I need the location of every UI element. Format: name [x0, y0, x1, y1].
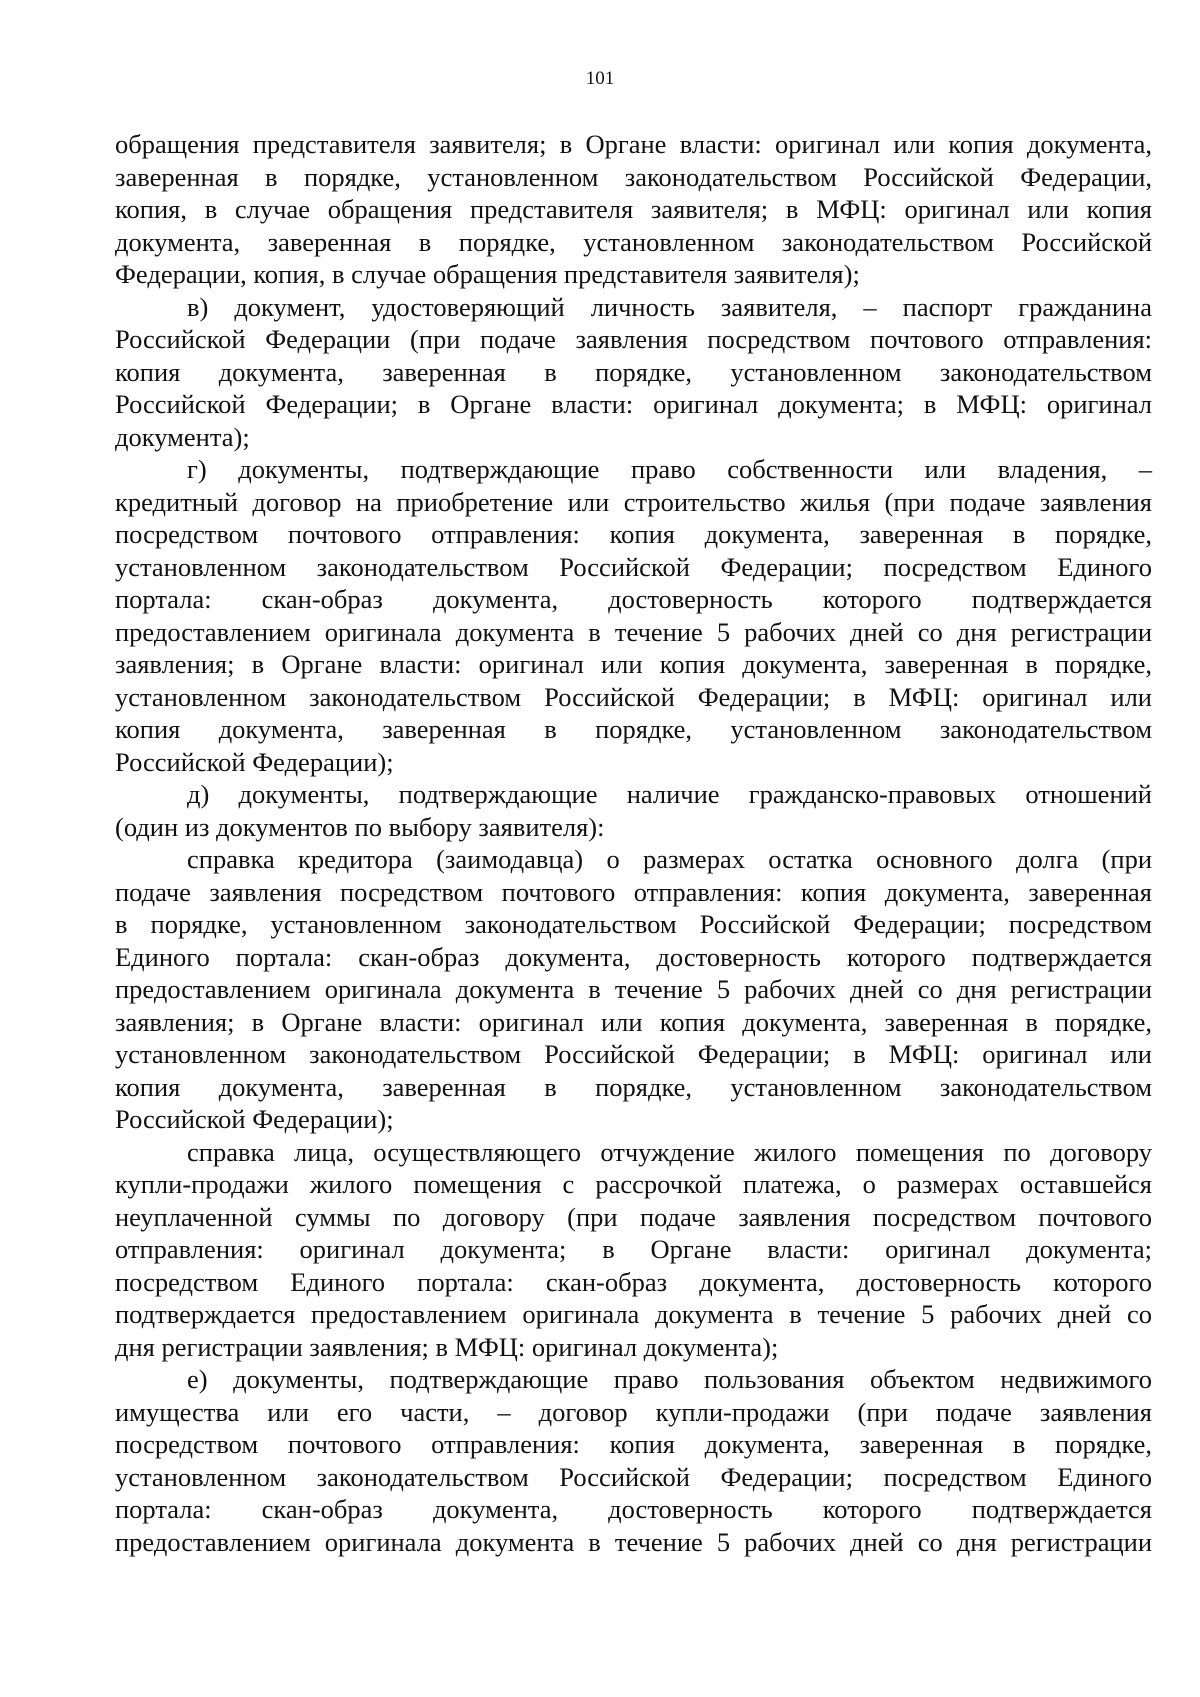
text-line: документа, заверенная в порядке, установленном законодательством Российской: [115, 226, 1152, 257]
paragraph-item-v: [115, 291, 1152, 454]
text-line: портала: скан-образ документа, достоверность которого подтверждается: [115, 1494, 1152, 1524]
text-line: посредством Единого портала: скан-образ документа, достоверность которого: [115, 1266, 1152, 1297]
text-line: обращения представителя заявителя; в Органе власти: оригинал или копия документа,: [115, 129, 1152, 159]
text-line: в) документ, удостоверяющий личность заявителя, – паспорт гражданина: [187, 291, 1152, 322]
text-line: заявления; в Органе власти: оригинал или копия документа, заверенная в порядке,: [115, 1006, 1152, 1037]
text-line: д) документы, подтверждающие наличие гражданско-правовых отношений: [187, 779, 1152, 809]
text-line: Российской Федерации; в Органе власти: оригинал документа; в МФЦ: оригинал: [115, 389, 1152, 419]
text-line: Единого портала: скан-образ документа, достоверность которого подтверждается: [115, 941, 1152, 972]
text-line: неуплаченной суммы по договору (при подаче заявления посредством почтового: [115, 1201, 1152, 1232]
text-line: посредством почтового отправления: копия документа, заверенная в порядке,: [115, 1429, 1152, 1459]
paragraph-item-g: [115, 453, 1152, 778]
text-line: портала: скан-образ документа, достоверность которого подтверждается: [115, 584, 1152, 614]
text-line: (один из документов по выбору заявителя):: [115, 811, 605, 842]
text-line: справка лица, осуществляющего отчуждение жилого помещения по договору: [187, 1136, 1152, 1167]
text-line: копия документа, заверенная в порядке, установленном законодательством: [115, 356, 1152, 387]
page-number: 101: [585, 68, 615, 89]
text-line: предоставлением оригинала документа в течение 5 рабочих дней со дня регистрации: [115, 1526, 1152, 1557]
text-line: предоставлением оригинала документа в течение 5 рабочих дней со дня регистрации: [115, 616, 1152, 647]
text-line: установленном законодательством Российской Федерации; в МФЦ: оригинал или: [115, 681, 1152, 712]
text-line: подтверждается предоставлением оригинала документа в течение 5 рабочих дней со: [115, 1299, 1152, 1329]
text-line: г) документы, подтверждающие право собственности или владения, –: [187, 454, 1152, 484]
text-line: купли-продажи жилого помещения с рассрочкой платежа, о размерах оставшейся: [115, 1169, 1152, 1199]
paragraph-creditor-certificate: [115, 843, 1152, 1136]
text-line: подаче заявления посредством почтового отправления: копия документа, заверенная: [115, 876, 1152, 907]
text-line: отправления: оригинал документа; в Органе власти: оригинал документа;: [115, 1234, 1152, 1264]
text-line: кредитный договор на приобретение или строительство жилья (при подаче заявления: [115, 486, 1152, 517]
paragraph-item-e: [115, 1363, 1152, 1558]
text-line: предоставлением оригинала документа в течение 5 рабочих дней со дня регистрации: [115, 974, 1152, 1004]
text-line: копия документа, заверенная в порядке, установленном законодательством: [115, 714, 1152, 744]
text-line: справка кредитора (заимодавца) о размерах остатка основного долга (при: [187, 844, 1152, 874]
text-line: копия, в случае обращения представителя заявителя; в МФЦ: оригинал или копия: [115, 194, 1152, 224]
text-line: дня регистрации заявления; в МФЦ: оригинал документа);: [115, 1331, 779, 1362]
text-line: заявления; в Органе власти: оригинал или копия документа, заверенная в порядке,: [115, 649, 1152, 679]
text-line: е) документы, подтверждающие право пользования объектом недвижимого: [187, 1364, 1152, 1394]
text-line: Российской Федерации);: [115, 746, 394, 777]
text-line: посредством почтового отправления: копия документа, заверенная в порядке,: [115, 519, 1152, 549]
text-line: заверенная в порядке, установленном законодательством Российской Федерации,: [115, 161, 1152, 192]
text-line: Российской Федерации (при подаче заявления посредством почтового отправления:: [115, 324, 1152, 354]
text-line: Федерации, копия, в случае обращения представителя заявителя);: [115, 259, 860, 289]
text-line: установленном законодательством Российской Федерации; посредством Единого: [115, 1461, 1152, 1492]
text-line: Российской Федерации);: [115, 1104, 394, 1134]
text-line: установленном законодательством Российской Федерации; посредством Единого: [115, 551, 1152, 582]
text-line: документа);: [115, 421, 250, 452]
paragraph-item-d: [115, 778, 1152, 843]
paragraph-seller-certificate: [115, 1136, 1152, 1364]
text-line: в порядке, установленном законодательством Российской Федерации; посредством: [115, 909, 1152, 939]
text-line: имущества или его части, – договор купли-продажи (при подаче заявления: [115, 1396, 1152, 1427]
document-body: [115, 128, 1152, 1558]
paragraph-continuation: [115, 128, 1152, 291]
text-line: копия документа, заверенная в порядке, установленном законодательством: [115, 1071, 1152, 1102]
text-line: установленном законодательством Российской Федерации; в МФЦ: оригинал или: [115, 1039, 1152, 1069]
